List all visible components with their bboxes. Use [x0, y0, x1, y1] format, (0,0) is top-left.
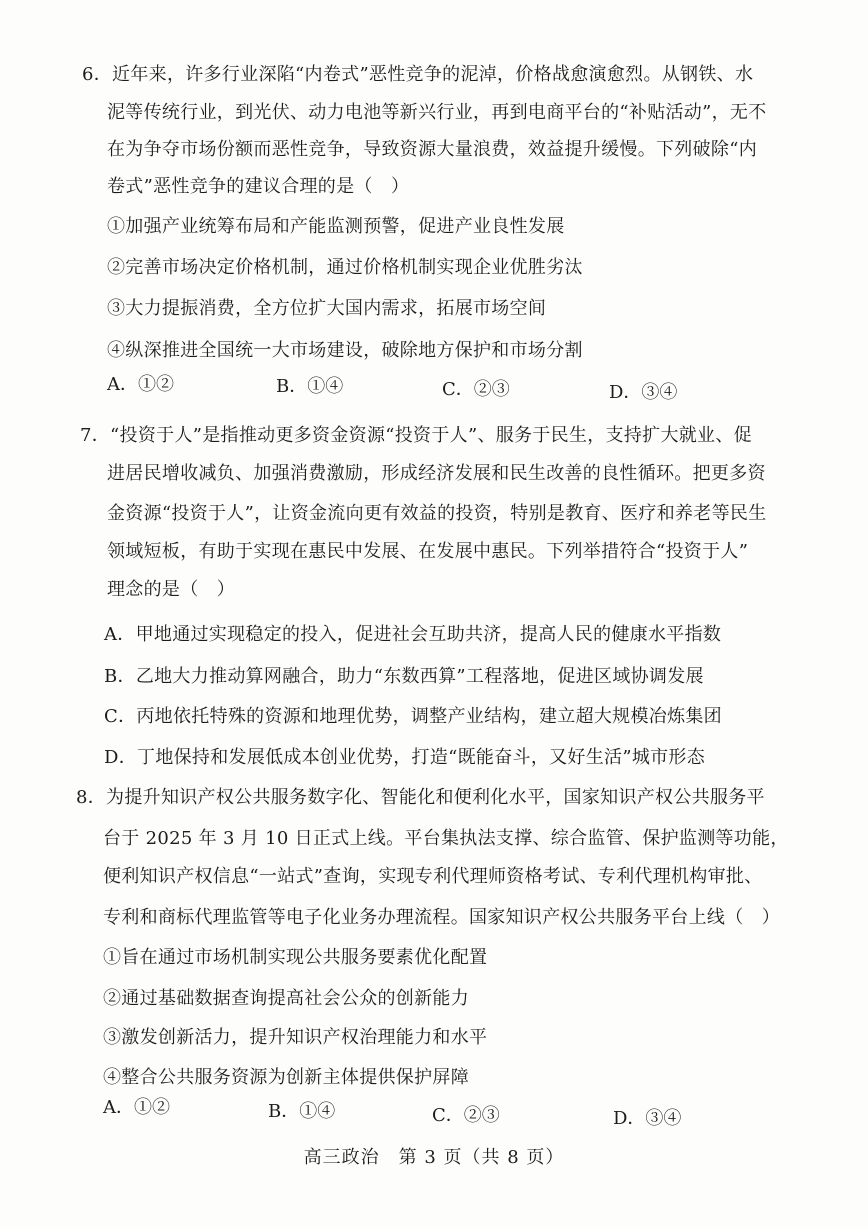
q6-item: ②完善市场决定价格机制，通过价格机制实现企业优胜劣汰: [107, 257, 583, 278]
q8-item: ②通过基础数据查询提高社会公众的创新能力: [103, 988, 469, 1009]
q8-stem-line: 8．为提升知识产权公共服务数字化、智能化和便利化水平，国家知识产权公共服务平: [76, 787, 765, 808]
q8-option-b: B．①④: [268, 1101, 336, 1122]
q8-item: ①旨在通过市场机制实现公共服务要素优化配置: [103, 947, 488, 968]
q6-option-d: D．③④: [609, 382, 678, 403]
q6-option-b: B．①④: [276, 376, 344, 397]
q7-option-c: C．丙地依托特殊的资源和地理优势，调整产业结构，建立超大规模冶炼集团: [104, 706, 722, 727]
page-footer: 高三政治 第 3 页（共 8 页）: [303, 1147, 565, 1168]
q7-stem-line: 理念的是（ ）: [107, 579, 236, 600]
q8-item: ③激发创新活力，提升知识产权治理能力和水平: [103, 1027, 488, 1048]
q7-option-d: D．丁地保持和发展低成本创业优势，打造“既能奋斗，又好生活”城市形态: [104, 747, 706, 768]
q8-stem-line: 台于 2025 年 3 月 10 日正式上线。平台集执法支撑、综合监管、保护监测等功能，: [103, 828, 789, 849]
q6-item: ③大力提振消费，全方位扩大国内需求，拓展市场空间: [107, 298, 547, 319]
q7-option-a: A．甲地通过实现稳定的投入，促进社会互助共济，提高人民的健康水平指数: [104, 624, 722, 645]
q6-stem-line: 6．近年来，许多行业深陷“内卷式”恶性竞争的泥淖，价格战愈演愈烈。从钢铁、水: [82, 64, 754, 85]
q7-stem-line: 7．“投资于人”是指推动更多资金资源“投资于人”、服务于民生，支持扩大就业、促: [80, 425, 752, 446]
q6-item: ④纵深推进全国统一大市场建设，破除地方保护和市场分割: [107, 340, 583, 361]
q8-stem-line: 专利和商标代理监管等电子化业务办理流程。国家知识产权公共服务平台上线（ ）: [103, 907, 781, 928]
q6-option-a: A．①②: [107, 374, 174, 395]
q8-stem-line: 便利知识产权信息“一站式”查询，实现专利代理师资格考试、专利代理机构审批、: [103, 866, 763, 887]
q6-stem-line: 卷式”恶性竞争的建议合理的是（ ）: [107, 176, 410, 197]
q8-item: ④整合公共服务资源为创新主体提供保护屏障: [103, 1067, 469, 1088]
q8-option-d: D．③④: [613, 1108, 682, 1129]
q7-stem-line: 领域短板，有助于实现在惠民中发展、在发展中惠民。下列举措符合“投资于人”: [107, 541, 749, 562]
q7-stem-line: 金资源“投资于人”，让资金流向更有效益的投资，特别是教育、医疗和养老等民生: [107, 503, 767, 524]
q6-stem-line: 在为争夺市场份额而恶性竞争，导致资源大量浪费，效益提升缓慢。下列破除“内: [107, 139, 757, 160]
q8-option-a: A．①②: [103, 1097, 170, 1118]
q8-option-c: C．②③: [432, 1105, 500, 1126]
q6-stem-line: 泥等传统行业，到光伏、动力电池等新兴行业，再到电商平台的“补贴活动”，无不: [107, 102, 767, 123]
q7-stem-line: 进居民增收减负、加强消费激励，形成经济发展和民生改善的良性循环。把更多资: [107, 463, 766, 484]
q6-item: ①加强产业统筹布局和产能监测预警，促进产业良性发展: [107, 216, 565, 237]
q7-option-b: B．乙地大力推动算网融合，助力“东数西算”工程落地，促进区域协调发展: [104, 666, 704, 687]
q6-option-c: C．②③: [442, 379, 510, 400]
